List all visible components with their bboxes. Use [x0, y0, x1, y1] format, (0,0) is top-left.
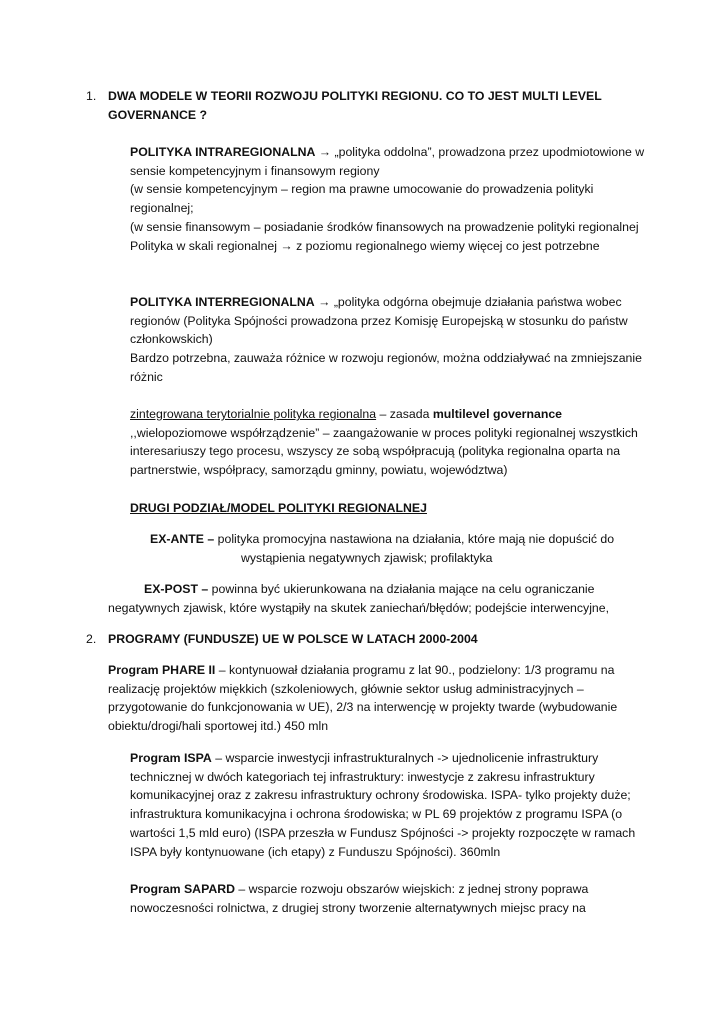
inter-paragraph: [130, 293, 650, 387]
exante-text: polityka promocyjna nastawiona na działania, które mają nie dopuścić do: [214, 532, 615, 546]
intra-paragraph: [130, 143, 650, 255]
section-number: 1.: [86, 89, 97, 103]
intra-line3: (w sensie finansowym – posiadanie środków finansowych na prowadzenie polityki regionalnej: [130, 219, 639, 234]
section-number: 2.: [86, 632, 97, 646]
arrow-icon: →: [318, 295, 331, 309]
section-heading: [108, 87, 648, 124]
intra-label: POLITYKA INTRAREGIONALNA: [130, 145, 316, 159]
expost-line1: [144, 580, 664, 599]
ispa-text: – wsparcie inwestycji infrastrukturalnych -> ujednolicenie infrastruktury technicznej w dwóch kategoriach tej infrastruktury: inwestycje z zakresu infrastruktury komunikacyjnej oraz z zakresu infrastruktury ochrony środowiska. ISPA- tylko projekty duże; infrastruktura komunikacyjna i ochrona środowiska; w PL 69 projektów z programu ISPA (o wartości 1,5 mld euro) (ISPA przeszła w Fundusz Spójności -> projekty rozpoczęte w ramach ISPA były kontynuowane (ich etapy) z Funduszu Spójności). 360mln: [130, 751, 636, 859]
exante-line2: wystąpienia negatywnych zjawisk; profilaktyka: [241, 551, 493, 565]
drugi-text: DRUGI PODZIAŁ/MODEL POLITYKI REGIONALNEJ: [130, 501, 427, 515]
mlg-text: ,,wielopoziomowe współrządzenie” – zaangażowanie w proces polityki regionalnej wszystkich interesariuszy tego procesu, wszyscy ze sobą współpracują (polityka regionalna oparta na partnerstwie, współpracy, samorządu gminny, powiatu, województwa): [130, 425, 638, 478]
intra-line2: (w sensie kompetencyjnym – region ma prawne umocowanie do prowadzenia polityki regionalnej;: [130, 182, 594, 216]
ispa-paragraph: [130, 749, 655, 861]
phare-label: Program PHARE II: [108, 663, 216, 677]
inter-line2: Bardzo potrzebna, zauważa różnice w rozwoju regionów, można oddziaływać na zmniejszanie różnic: [130, 351, 642, 384]
heading-text: DWA MODELE W TEORII ROZWOJU POLITYKI REGIONU. CO TO JEST MULTI LEVEL GOVERNANCE ?: [108, 89, 602, 122]
mlg-underlined: zintegrowana terytorialnie polityka regionalna: [130, 407, 377, 421]
mlg-mid: – zasada: [376, 407, 430, 421]
heading-text: PROGRAMY (FUNDUSZE) UE W POLSCE W LATACH 2000-2004: [108, 632, 478, 646]
inter-label: POLITYKA INTERREGIONALNA: [130, 295, 315, 309]
mlg-bold: multilevel governance: [432, 407, 563, 421]
phare-paragraph: [108, 661, 653, 736]
inter-text: „polityka odgórna obejmuje działania państwa wobec regionów (Polityka Spójności prowadzona przez Komisję Europejską w stosunku do państw członkowskich): [130, 295, 628, 347]
expost-text: powinna być ukierunkowana na działania mające na celu ograniczanie: [208, 582, 595, 596]
sapard-text: – wsparcie rozwoju obszarów wiejskich: z jednej strony poprawa nowoczesności rolnictwa, z drugiej strony tworzenie alternatywnych miejsc pracy na: [130, 882, 589, 915]
sapard-label: Program SAPARD: [130, 882, 235, 896]
expost-label: EX-POST –: [144, 582, 209, 596]
ispa-label: Program ISPA: [130, 751, 212, 765]
intra-text: „polityka oddolna”, prowadzona przez upodmiotowione w sensie kompetencyjnym i finansowym regiony: [130, 145, 645, 178]
drugi-heading: [130, 499, 650, 518]
arrow-icon: →: [318, 145, 332, 159]
exante-line1: [150, 530, 670, 549]
section-heading: [108, 630, 648, 649]
intra-line4b: z poziomu regionalnego wiemy więcej co jest potrzebne: [296, 238, 600, 253]
arrow-icon: →: [280, 238, 293, 253]
phare-text: – kontynuował działania programu z lat 90., podzielony: 1/3 programu na realizację projektów miękkich (szkoleniowych, głównie sektor usług administracyjnych – przygotowanie do funkcjonowania w UE), 2/3 na interwencję w projekty twarde (wybudowanie obiektu/drogi/hali sportowej itd.) 450 mln: [108, 663, 618, 734]
mlg-paragraph: [130, 405, 650, 480]
expost-line2: negatywnych zjawisk, które wystąpiły na skutek zaniechań/błędów; podejście interwencyjne,: [108, 601, 610, 615]
exante-label: EX-ANTE –: [150, 532, 215, 546]
intra-line4a: Polityka w skali regionalnej: [130, 238, 277, 253]
sapard-paragraph: [130, 880, 655, 917]
